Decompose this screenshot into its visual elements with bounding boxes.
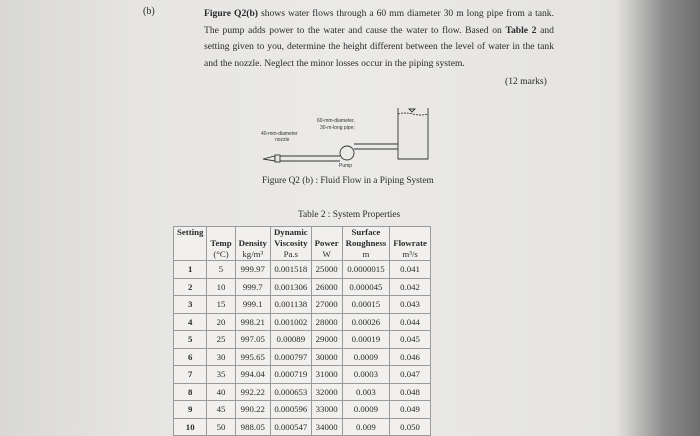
header-cell: Dynamic	[270, 227, 311, 239]
header-cell: Viscosity	[270, 238, 311, 249]
table-cell: 6	[174, 348, 207, 366]
table-cell: 10	[207, 278, 235, 296]
marks: (12 marks)	[505, 76, 547, 87]
header-cell	[311, 227, 342, 239]
table-cell: 0.000797	[270, 348, 311, 366]
pump-label: Pump	[339, 163, 353, 169]
table-row	[174, 331, 431, 349]
table-row	[174, 383, 431, 401]
table-cell: 0.001002	[270, 313, 311, 331]
header-cell	[390, 227, 431, 239]
table-cell: 0.000653	[270, 383, 311, 401]
table-cell: 4	[174, 313, 207, 331]
table-cell: 33000	[311, 401, 342, 419]
header-cell: Pa.s	[270, 249, 311, 261]
table-cell: 999.7	[235, 278, 270, 296]
table-cell: 40	[207, 383, 235, 401]
table-cell: 30	[207, 348, 235, 366]
table-cell: 0.0003	[342, 366, 390, 384]
table-cell: 0.048	[390, 383, 431, 401]
table-cell: 0.041	[390, 261, 431, 279]
table-cell: 0.045	[390, 331, 431, 349]
table-cell: 998.21	[235, 313, 270, 331]
table-cell: 0.0009	[342, 401, 390, 419]
header-row	[174, 238, 431, 249]
table-cell: 34000	[311, 418, 342, 436]
table-cell: 992.22	[235, 383, 270, 401]
table-cell: 25	[207, 331, 235, 349]
nozzle-label-2: nozzle	[275, 137, 290, 143]
table-cell: 0.043	[390, 296, 431, 314]
question-text-1: shows water flows through a 60 mm diameter 30 m long pipe from a tank. The pump adds power to the water and cause the water to flow. Based on	[204, 8, 554, 36]
table-cell: 0.0000015	[342, 261, 390, 279]
figure-caption: Figure Q2 (b) : Fluid Flow in a Piping System	[262, 176, 434, 186]
table-cell: 5	[174, 331, 207, 349]
system-properties-table	[173, 226, 431, 436]
header-cell: Flowrate	[390, 238, 431, 249]
table-cell: 0.001518	[270, 261, 311, 279]
header-cell: Power	[311, 238, 342, 249]
nozzle-label-1: 40-mm-diameter	[261, 131, 298, 137]
header-cell	[174, 249, 207, 261]
table-cell: 30000	[311, 348, 342, 366]
table-row	[174, 366, 431, 384]
table-cell: 999.97	[235, 261, 270, 279]
table-cell: 26000	[311, 278, 342, 296]
table-cell: 25000	[311, 261, 342, 279]
table-caption: Table 2 : System Properties	[298, 210, 401, 220]
header-cell	[174, 238, 207, 249]
table-cell: 45	[207, 401, 235, 419]
table-cell: 0.003	[342, 383, 390, 401]
table-cell: 32000	[311, 383, 342, 401]
header-cell: Density	[235, 238, 270, 249]
table-cell: 0.00015	[342, 296, 390, 314]
header-cell	[207, 227, 235, 239]
table-cell: 994.04	[235, 366, 270, 384]
header-cell: m	[342, 249, 390, 261]
table-cell: 0.050	[390, 418, 431, 436]
table-cell: 0.044	[390, 313, 431, 331]
pipe-label-1: 60-mm-diameter,	[317, 118, 355, 124]
header-cell	[235, 227, 270, 239]
table-cell: 0.042	[390, 278, 431, 296]
header-cell: (°C)	[207, 249, 235, 261]
table-cell: 999.1	[235, 296, 270, 314]
figure-ref: Figure Q2(b)	[204, 8, 258, 19]
header-cell: m³/s	[390, 249, 431, 261]
piping-diagram	[255, 100, 465, 175]
pipe-label-2: 30-m-long pipe;	[320, 125, 355, 131]
table-cell: 997.05	[235, 331, 270, 349]
table-cell: 0.00019	[342, 331, 390, 349]
question-text	[204, 6, 554, 73]
table-cell: 3	[174, 296, 207, 314]
table-ref: Table 2	[505, 24, 537, 36]
table-cell: 5	[207, 261, 235, 279]
table-cell: 8	[174, 383, 207, 401]
table-row	[174, 348, 431, 366]
table-cell: 0.00026	[342, 313, 390, 331]
table-cell: 1	[174, 261, 207, 279]
header-cell: Roughness	[342, 238, 390, 249]
table-cell: 15	[207, 296, 235, 314]
table-cell: 2	[174, 278, 207, 296]
table-cell: 7	[174, 366, 207, 384]
pump-icon	[340, 146, 354, 160]
table-cell: 50	[207, 418, 235, 436]
table-cell: 0.000719	[270, 366, 311, 384]
header-cell: Temp	[207, 238, 235, 249]
table-cell: 35	[207, 366, 235, 384]
table-cell: 0.000596	[270, 401, 311, 419]
table-cell: 0.00089	[270, 331, 311, 349]
header-cell: Surface	[342, 227, 390, 239]
table-cell: 0.049	[390, 401, 431, 419]
header-cell: kg/m³	[235, 249, 270, 261]
table-cell: 0.001138	[270, 296, 311, 314]
table-row	[174, 261, 431, 279]
table-cell: 9	[174, 401, 207, 419]
table-cell: 0.001306	[270, 278, 311, 296]
table-cell: 10	[174, 418, 207, 436]
table-cell: 0.000045	[342, 278, 390, 296]
table-cell: 0.0009	[342, 348, 390, 366]
table-cell: 20	[207, 313, 235, 331]
table-row	[174, 401, 431, 419]
table-cell: 0.009	[342, 418, 390, 436]
table-cell: 988.05	[235, 418, 270, 436]
question-label: (b)	[143, 6, 155, 17]
table-cell: 29000	[311, 331, 342, 349]
table-cell: 0.000547	[270, 418, 311, 436]
table-cell: 995.65	[235, 348, 270, 366]
table-cell: 28000	[311, 313, 342, 331]
header-row	[174, 227, 431, 239]
table-row	[174, 278, 431, 296]
header-cell: Setting	[174, 227, 207, 239]
table-cell: 0.046	[390, 348, 431, 366]
table-cell: 0.047	[390, 366, 431, 384]
question-text-2: and setting given to you, determine the height different between the level of water in the tank and the nozzle. Neglect the minor losses occur in the piping system.	[204, 24, 554, 70]
table-cell: 990.22	[235, 401, 270, 419]
header-cell: W	[311, 249, 342, 261]
header-row	[174, 249, 431, 261]
table-cell: 31000	[311, 366, 342, 384]
table-cell: 27000	[311, 296, 342, 314]
table-row	[174, 313, 431, 331]
table-row	[174, 296, 431, 314]
